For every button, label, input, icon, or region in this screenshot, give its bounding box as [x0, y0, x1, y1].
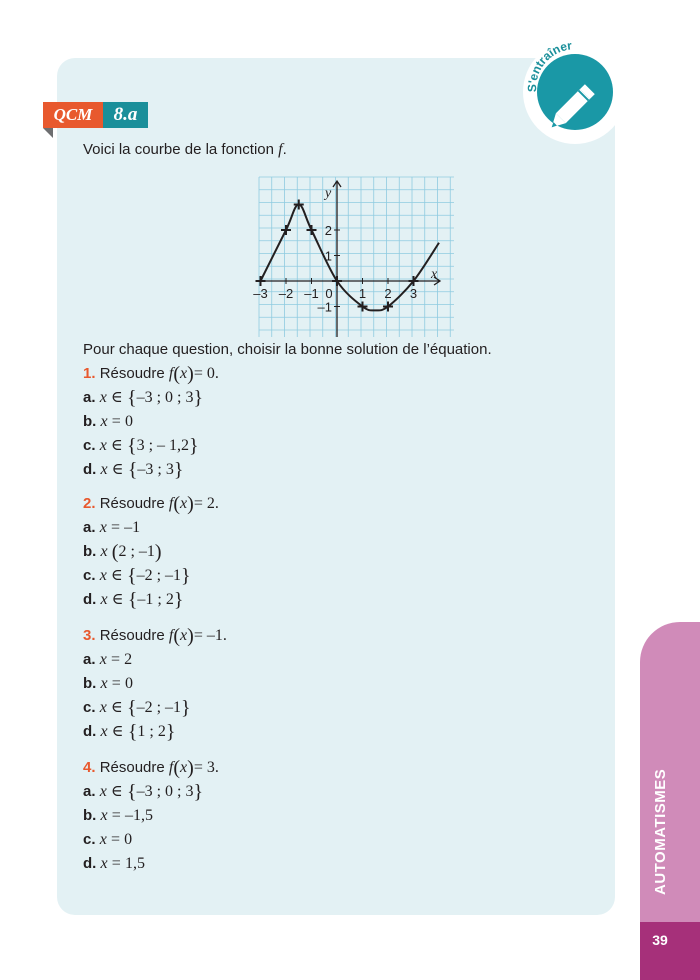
page-number-box — [640, 922, 700, 980]
option-letter: a. — [83, 519, 96, 536]
option-var: x — [99, 567, 107, 584]
y-tick-label: 2 — [324, 223, 332, 238]
option-letter: c. — [83, 831, 96, 848]
set-open: { — [126, 435, 137, 457]
option-var: x — [100, 413, 108, 430]
func-var: x — [180, 759, 188, 776]
option-var: x — [99, 437, 107, 454]
question-text: Résoudre — [99, 627, 169, 644]
option-letter: a. — [83, 651, 96, 668]
paren-open: ( — [173, 493, 181, 515]
x-tick-label: 2 — [384, 286, 392, 301]
option-relation: ∈ — [110, 783, 123, 800]
option-relation: ∈ — [111, 461, 124, 478]
equation-rhs: = –1. — [193, 627, 227, 644]
option-letter: d. — [83, 461, 97, 478]
x-tick-label: 1 — [358, 286, 367, 301]
set-close: } — [173, 589, 184, 611]
set-close: } — [165, 721, 176, 743]
option-value: 0 — [124, 831, 133, 848]
y-axis — [333, 181, 341, 337]
y-axis-label: y — [325, 186, 332, 201]
question-text: Résoudre — [99, 495, 169, 512]
option-relation: ∈ — [111, 723, 124, 740]
set-open: { — [126, 781, 137, 803]
question-text: Résoudre — [99, 365, 169, 382]
x-axis-label: x — [431, 267, 438, 282]
set-open: { — [127, 589, 138, 611]
option-letter: c. — [83, 437, 96, 454]
set-close: ) — [154, 541, 162, 563]
exercise-number: 8.a — [103, 102, 148, 128]
option-relation: = — [111, 855, 121, 872]
equation-rhs: = 2. — [193, 495, 219, 512]
option-var: x — [99, 651, 107, 668]
option-var: x — [99, 699, 107, 716]
option-1-b — [83, 412, 133, 432]
svg-text:S'entraîner — [525, 40, 573, 92]
option-relation: = — [111, 675, 121, 692]
question-text: Résoudre — [99, 759, 169, 776]
option-letter: b. — [83, 807, 97, 824]
x-tick-label: –2 — [278, 286, 294, 301]
set-open: { — [127, 721, 138, 743]
option-1-d — [83, 460, 183, 480]
paren-close: ) — [187, 363, 194, 385]
intro-main: Voici la courbe de la fonction — [83, 141, 279, 158]
func-var: x — [180, 495, 188, 512]
option-relation: ∈ — [110, 567, 123, 584]
option-value: 3 ; – 1,2 — [136, 437, 190, 454]
option-var: x — [100, 723, 108, 740]
option-3-d — [83, 722, 175, 742]
set-close: } — [193, 387, 204, 409]
section-tab — [640, 622, 700, 922]
set-close: } — [181, 565, 191, 587]
y-tick-label: –1 — [317, 299, 332, 315]
paren-close: ) — [187, 757, 194, 779]
question-number: 1. — [83, 365, 96, 382]
option-letter: a. — [83, 389, 96, 406]
func-var: x — [180, 365, 188, 382]
option-relation: = — [110, 831, 120, 848]
option-value: 1,5 — [125, 855, 145, 872]
set-open: { — [126, 697, 137, 719]
option-value: –1,5 — [125, 807, 153, 824]
option-var: x — [99, 831, 107, 848]
equation-rhs: = 3. — [193, 759, 219, 776]
option-letter: b. — [83, 543, 97, 560]
badge-label: S'entraîner — [525, 40, 573, 93]
set-close: } — [189, 435, 199, 457]
question-3 — [83, 626, 227, 646]
set-close: } — [173, 459, 184, 481]
y-tick-label: 1 — [324, 248, 332, 264]
option-value: –2 ; –1 — [136, 567, 182, 584]
option-4-d — [83, 854, 145, 874]
option-2-d — [83, 590, 183, 610]
x-tick-label: –1 — [304, 286, 319, 301]
set-open: { — [126, 387, 137, 409]
option-var: x — [100, 675, 108, 692]
set-open: ( — [111, 541, 119, 563]
paren-close: ) — [187, 493, 194, 515]
option-letter: c. — [83, 567, 96, 584]
option-letter: b. — [83, 413, 97, 430]
func-name: f — [168, 759, 174, 776]
option-relation: = — [110, 519, 120, 536]
qcm-label: QCM — [43, 102, 103, 128]
function-graph — [246, 172, 456, 338]
set-open: { — [127, 459, 138, 481]
option-2-c — [83, 566, 191, 586]
graph-axes — [259, 181, 440, 337]
option-var: x — [100, 543, 108, 560]
paren-open: ( — [173, 363, 181, 385]
option-4-c — [83, 830, 132, 850]
option-relation: = — [111, 413, 121, 430]
option-value: –1 ; 2 — [137, 591, 174, 608]
question-number: 4. — [83, 759, 96, 776]
option-relation: ∈ — [110, 389, 123, 406]
equation-rhs: = 0. — [193, 365, 219, 382]
option-letter: d. — [83, 723, 97, 740]
option-3-b — [83, 674, 133, 694]
set-close: } — [193, 781, 204, 803]
option-value: –3 ; 0 ; 3 — [136, 389, 194, 406]
option-1-a — [83, 388, 203, 408]
tag-fold — [43, 128, 53, 138]
option-1-c — [83, 436, 199, 456]
paren-close: ) — [187, 625, 194, 647]
func-name: f — [168, 495, 174, 512]
intro-func: f — [278, 141, 283, 158]
option-4-a — [83, 782, 203, 802]
paren-open: ( — [173, 757, 181, 779]
option-relation: ∈ — [110, 699, 123, 716]
option-relation: ∈ — [111, 591, 124, 608]
question-1 — [83, 364, 219, 384]
option-value: –3 ; 3 — [137, 461, 174, 478]
intro-end: . — [282, 141, 287, 158]
option-letter: b. — [83, 675, 97, 692]
option-value: –3 ; 0 ; 3 — [136, 783, 194, 800]
option-letter: c. — [83, 699, 96, 716]
question-number: 2. — [83, 495, 96, 512]
instruction-text: Pour chaque question, choisir la bonne solution de l’équation. — [83, 341, 492, 358]
option-letter: a. — [83, 783, 96, 800]
x-tick-label: –3 — [253, 286, 268, 301]
option-letter: d. — [83, 855, 97, 872]
set-open: { — [126, 565, 137, 587]
page-number: 39 — [652, 932, 668, 948]
pencil-icon — [523, 40, 627, 144]
point-mark — [307, 225, 317, 235]
option-var: x — [99, 519, 107, 536]
question-4 — [83, 758, 219, 778]
option-letter: d. — [83, 591, 97, 608]
option-relation: ∈ — [110, 437, 123, 454]
option-var: x — [100, 461, 108, 478]
intro-text — [83, 140, 287, 160]
func-var: x — [180, 627, 188, 644]
option-value: 0 — [125, 413, 133, 430]
graph-grid — [259, 177, 454, 337]
option-4-b — [83, 806, 153, 826]
paren-open: ( — [173, 625, 181, 647]
option-2-a — [83, 518, 140, 538]
option-value: 2 — [124, 651, 133, 668]
option-value: 0 — [125, 675, 133, 692]
option-value: –2 ; –1 — [136, 699, 182, 716]
func-name: f — [168, 627, 174, 644]
exercise-tag — [43, 102, 148, 128]
x-tick-label: 3 — [409, 286, 418, 301]
question-2 — [83, 494, 219, 514]
x-tick-label: 0 — [325, 286, 333, 301]
point-mark — [256, 276, 266, 286]
option-var: x — [100, 855, 108, 872]
option-2-b — [83, 542, 162, 562]
option-var: x — [99, 783, 107, 800]
option-3-c — [83, 698, 191, 718]
option-value: 2 ; –1 — [118, 543, 155, 560]
option-value: –1 — [124, 519, 141, 536]
option-var: x — [100, 591, 108, 608]
option-var: x — [99, 389, 107, 406]
question-number: 3. — [83, 627, 96, 644]
section-label: AUTOMATISMES — [652, 768, 669, 895]
option-var: x — [100, 807, 108, 824]
option-relation: = — [110, 651, 120, 668]
func-name: f — [168, 365, 174, 382]
option-relation: = — [111, 807, 121, 824]
option-3-a — [83, 650, 132, 670]
set-close: } — [181, 697, 191, 719]
point-mark — [281, 225, 291, 235]
option-value: 1 ; 2 — [137, 723, 166, 740]
